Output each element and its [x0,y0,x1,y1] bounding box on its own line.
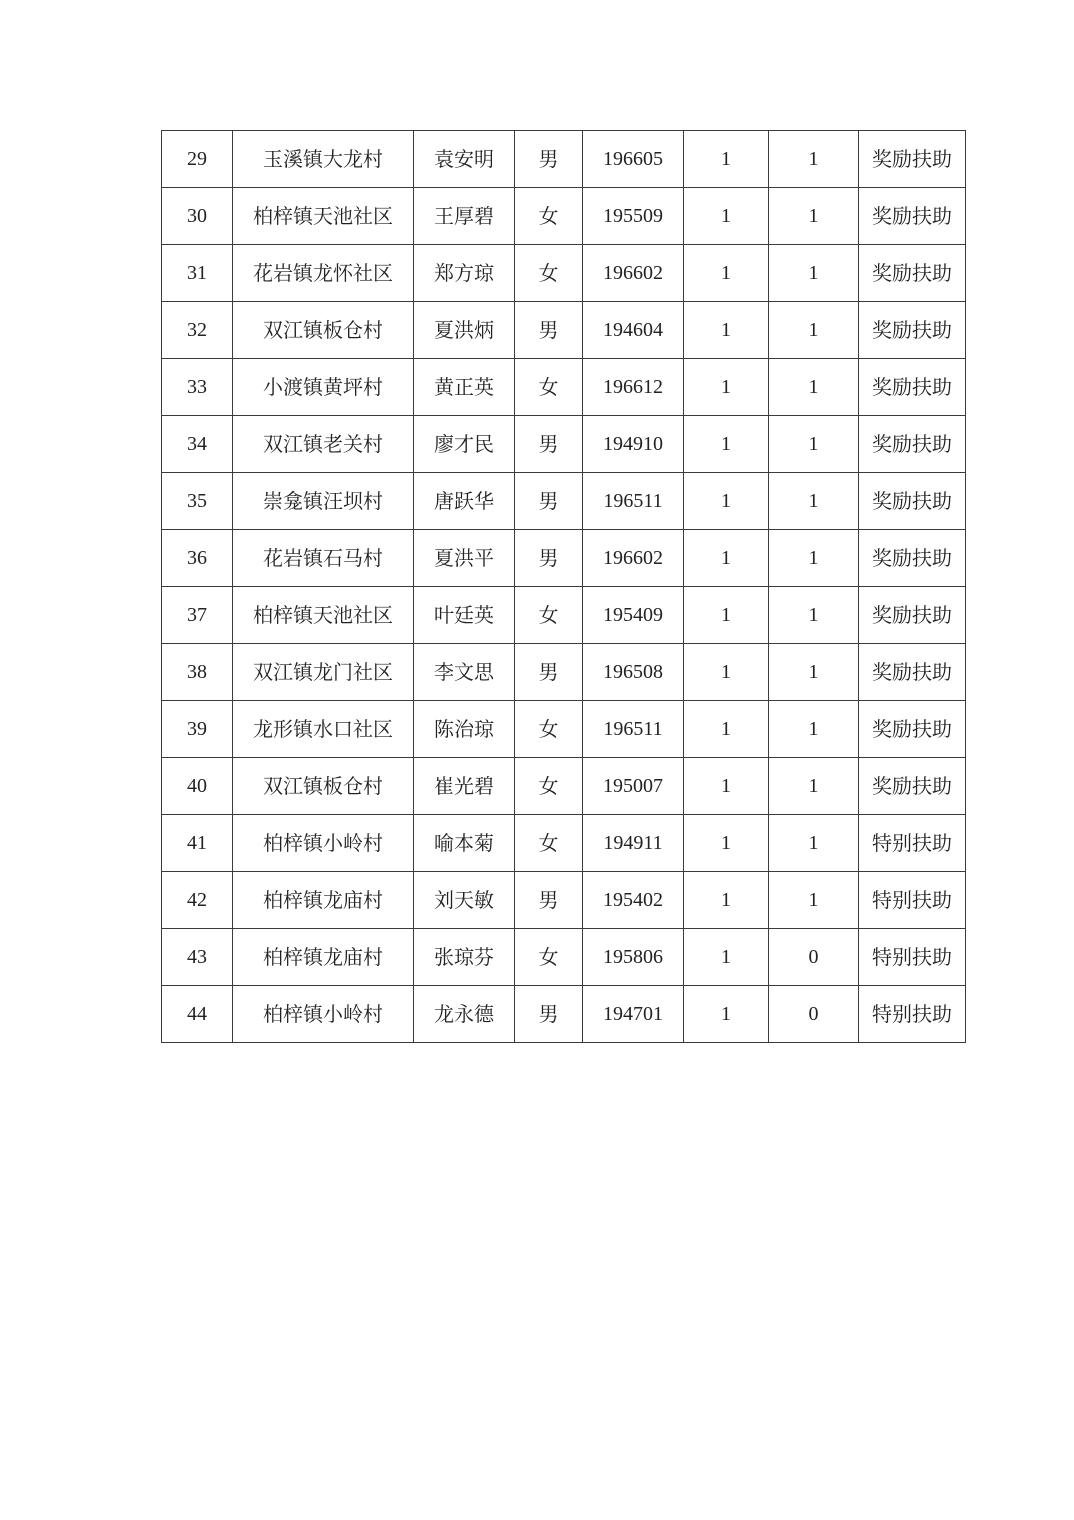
cell-count-a: 1 [684,929,769,986]
cell-location: 花岩镇龙怀社区 [233,245,414,302]
cell-assistance-type: 奖励扶助 [859,359,966,416]
cell-gender: 女 [515,587,583,644]
table-row [162,473,966,530]
cell-location: 玉溪镇大龙村 [233,131,414,188]
cell-number: 44 [162,986,233,1043]
cell-gender: 女 [515,758,583,815]
table-body [162,131,966,1043]
cell-birth-date: 196511 [583,473,684,530]
cell-location: 双江镇板仓村 [233,302,414,359]
cell-count-a: 1 [684,644,769,701]
cell-number: 38 [162,644,233,701]
cell-count-b: 1 [769,815,859,872]
cell-name: 李文思 [414,644,515,701]
cell-assistance-type: 特别扶助 [859,986,966,1043]
cell-count-b: 1 [769,302,859,359]
cell-assistance-type: 特别扶助 [859,815,966,872]
cell-birth-date: 196508 [583,644,684,701]
cell-birth-date: 194701 [583,986,684,1043]
cell-birth-date: 195409 [583,587,684,644]
table-row [162,644,966,701]
cell-location: 柏梓镇天池社区 [233,188,414,245]
table-row [162,416,966,473]
cell-name: 袁安明 [414,131,515,188]
cell-location: 花岩镇石马村 [233,530,414,587]
cell-location: 柏梓镇龙庙村 [233,929,414,986]
cell-name: 叶廷英 [414,587,515,644]
cell-location: 崇龛镇汪坝村 [233,473,414,530]
cell-assistance-type: 奖励扶助 [859,302,966,359]
cell-location: 柏梓镇小岭村 [233,986,414,1043]
cell-gender: 男 [515,473,583,530]
cell-location: 柏梓镇天池社区 [233,587,414,644]
cell-number: 42 [162,872,233,929]
cell-birth-date: 195402 [583,872,684,929]
cell-count-a: 1 [684,188,769,245]
cell-count-a: 1 [684,131,769,188]
cell-count-b: 1 [769,245,859,302]
cell-number: 36 [162,530,233,587]
cell-gender: 女 [515,359,583,416]
cell-number: 37 [162,587,233,644]
cell-count-a: 1 [684,815,769,872]
table-row [162,359,966,416]
cell-name: 唐跃华 [414,473,515,530]
cell-count-a: 1 [684,986,769,1043]
cell-gender: 男 [515,302,583,359]
cell-name: 喻本菊 [414,815,515,872]
cell-location: 小渡镇黄坪村 [233,359,414,416]
cell-count-b: 1 [769,758,859,815]
cell-name: 王厚碧 [414,188,515,245]
cell-number: 29 [162,131,233,188]
cell-number: 30 [162,188,233,245]
cell-count-b: 1 [769,644,859,701]
cell-assistance-type: 奖励扶助 [859,701,966,758]
cell-count-a: 1 [684,587,769,644]
cell-count-b: 0 [769,986,859,1043]
cell-birth-date: 195007 [583,758,684,815]
cell-count-b: 1 [769,188,859,245]
table-row [162,245,966,302]
cell-gender: 男 [515,872,583,929]
cell-birth-date: 196602 [583,530,684,587]
cell-count-a: 1 [684,530,769,587]
table-row [162,758,966,815]
cell-birth-date: 195806 [583,929,684,986]
cell-location: 双江镇板仓村 [233,758,414,815]
cell-location: 柏梓镇小岭村 [233,815,414,872]
cell-number: 31 [162,245,233,302]
cell-number: 32 [162,302,233,359]
cell-gender: 男 [515,644,583,701]
cell-assistance-type: 奖励扶助 [859,587,966,644]
cell-name: 夏洪平 [414,530,515,587]
cell-count-a: 1 [684,872,769,929]
cell-name: 夏洪炳 [414,302,515,359]
cell-name: 廖才民 [414,416,515,473]
cell-number: 40 [162,758,233,815]
beneficiary-table [161,130,966,1043]
cell-name: 郑方琼 [414,245,515,302]
cell-name: 黄正英 [414,359,515,416]
cell-assistance-type: 奖励扶助 [859,758,966,815]
cell-count-b: 1 [769,530,859,587]
cell-gender: 男 [515,131,583,188]
cell-location: 双江镇老关村 [233,416,414,473]
cell-name: 陈治琼 [414,701,515,758]
cell-number: 39 [162,701,233,758]
table-row [162,701,966,758]
cell-birth-date: 195509 [583,188,684,245]
cell-count-a: 1 [684,245,769,302]
cell-count-a: 1 [684,359,769,416]
cell-birth-date: 194911 [583,815,684,872]
cell-assistance-type: 奖励扶助 [859,416,966,473]
cell-name: 崔光碧 [414,758,515,815]
cell-gender: 女 [515,929,583,986]
cell-count-a: 1 [684,416,769,473]
table-row [162,530,966,587]
cell-assistance-type: 奖励扶助 [859,245,966,302]
cell-birth-date: 196511 [583,701,684,758]
cell-count-b: 1 [769,587,859,644]
cell-assistance-type: 特别扶助 [859,872,966,929]
cell-count-b: 1 [769,131,859,188]
cell-birth-date: 196612 [583,359,684,416]
cell-gender: 男 [515,416,583,473]
cell-assistance-type: 奖励扶助 [859,131,966,188]
cell-location: 龙形镇水口社区 [233,701,414,758]
cell-count-b: 0 [769,929,859,986]
cell-name: 刘天敏 [414,872,515,929]
table-row [162,929,966,986]
table-row [162,302,966,359]
cell-assistance-type: 特别扶助 [859,929,966,986]
cell-count-b: 1 [769,701,859,758]
cell-location: 柏梓镇龙庙村 [233,872,414,929]
cell-gender: 女 [515,188,583,245]
cell-gender: 女 [515,701,583,758]
cell-number: 43 [162,929,233,986]
table-row [162,131,966,188]
cell-count-a: 1 [684,758,769,815]
cell-birth-date: 194604 [583,302,684,359]
cell-gender: 女 [515,815,583,872]
cell-count-a: 1 [684,302,769,359]
cell-number: 34 [162,416,233,473]
cell-gender: 男 [515,530,583,587]
table-row [162,815,966,872]
cell-name: 龙永德 [414,986,515,1043]
cell-count-b: 1 [769,473,859,530]
cell-assistance-type: 奖励扶助 [859,644,966,701]
cell-birth-date: 196602 [583,245,684,302]
cell-assistance-type: 奖励扶助 [859,473,966,530]
cell-assistance-type: 奖励扶助 [859,188,966,245]
cell-count-b: 1 [769,872,859,929]
cell-gender: 女 [515,245,583,302]
cell-gender: 男 [515,986,583,1043]
cell-count-a: 1 [684,473,769,530]
cell-number: 35 [162,473,233,530]
cell-birth-date: 196605 [583,131,684,188]
table-row [162,986,966,1043]
cell-number: 41 [162,815,233,872]
cell-count-b: 1 [769,359,859,416]
cell-count-a: 1 [684,701,769,758]
cell-assistance-type: 奖励扶助 [859,530,966,587]
table-row [162,872,966,929]
cell-location: 双江镇龙门社区 [233,644,414,701]
cell-birth-date: 194910 [583,416,684,473]
cell-count-b: 1 [769,416,859,473]
cell-number: 33 [162,359,233,416]
table-row [162,188,966,245]
table-row [162,587,966,644]
cell-name: 张琼芬 [414,929,515,986]
